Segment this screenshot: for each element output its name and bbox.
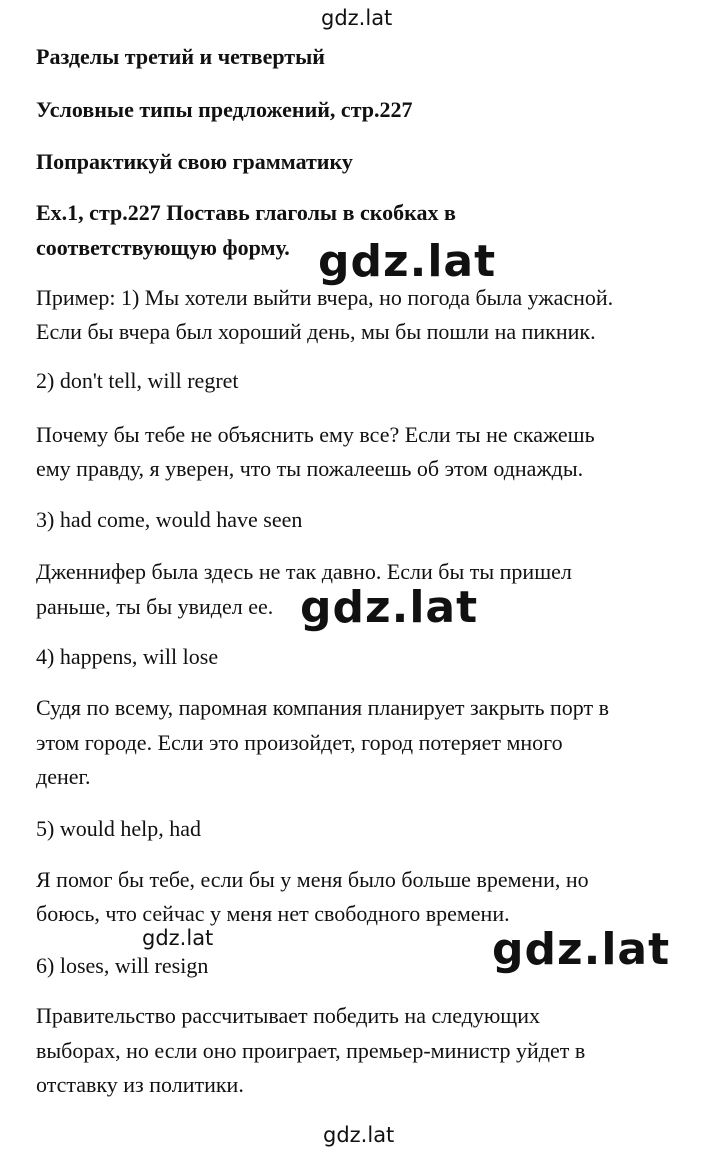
example-line-2: Если бы вчера был хороший день, мы бы пошли на пикник. (36, 319, 596, 344)
answer-5: 5) would help, had (36, 816, 201, 841)
topic-heading: Условные типы предложений, стр.227 (36, 97, 413, 122)
practice-heading: Попрактикуй свою грамматику (36, 149, 353, 174)
text-4-line-3: денег. (36, 764, 91, 789)
text-2-line-1: Почему бы тебе не объяснить ему все? Если ты не скажешь (36, 422, 595, 447)
text-3-line-2: раньше, ты бы увидел ее. (36, 594, 274, 619)
text-2-line-2: ему правду, я уверен, что ты пожалеешь об этом однажды. (36, 456, 584, 481)
watermark-bottom: gdz.lat (323, 1123, 395, 1147)
text-6-line-2: выборах, но если оно проиграет, премьер-министр уйдет в (36, 1038, 586, 1063)
section-heading: Разделы третий и четвертый (36, 44, 325, 69)
text-3-line-1: Дженнифер была здесь не так давно. Если бы ты пришел (36, 559, 572, 584)
watermark-big-2: gdz.lat (300, 582, 479, 633)
text-6-line-3: отставку из политики. (36, 1072, 244, 1097)
exercise-heading-line-1: Ex.1, стр.227 Поставь глаголы в скобках в (36, 200, 456, 225)
watermark-top: gdz.lat (321, 6, 393, 30)
example-line-1: Пример: 1) Мы хотели выйти вчера, но погода была ужасной. (36, 285, 614, 310)
text-5-line-1: Я помог бы тебе, если бы у меня было больше времени, но (36, 867, 589, 892)
text-4-line-1: Судя по всему, паромная компания планирует закрыть порт в (36, 695, 609, 720)
text-4-line-2: этом городе. Если это произойдет, город потеряет много (36, 730, 563, 755)
text-5-line-2: боюсь, что сейчас у меня нет свободного времени. (36, 901, 510, 926)
answer-4: 4) happens, will lose (36, 644, 219, 669)
text-6-line-1: Правительство рассчитывает победить на следующих (36, 1003, 541, 1028)
watermark-small-mid: gdz.lat (142, 926, 214, 950)
answer-2: 2) don't tell, will regret (36, 368, 239, 393)
answer-6: 6) loses, will resign (36, 953, 209, 978)
watermark-big-3: gdz.lat (492, 924, 671, 975)
watermark-big-1: gdz.lat (318, 236, 497, 287)
answer-3: 3) had come, would have seen (36, 507, 303, 532)
exercise-heading-line-2: соответствующую форму. (36, 235, 290, 260)
